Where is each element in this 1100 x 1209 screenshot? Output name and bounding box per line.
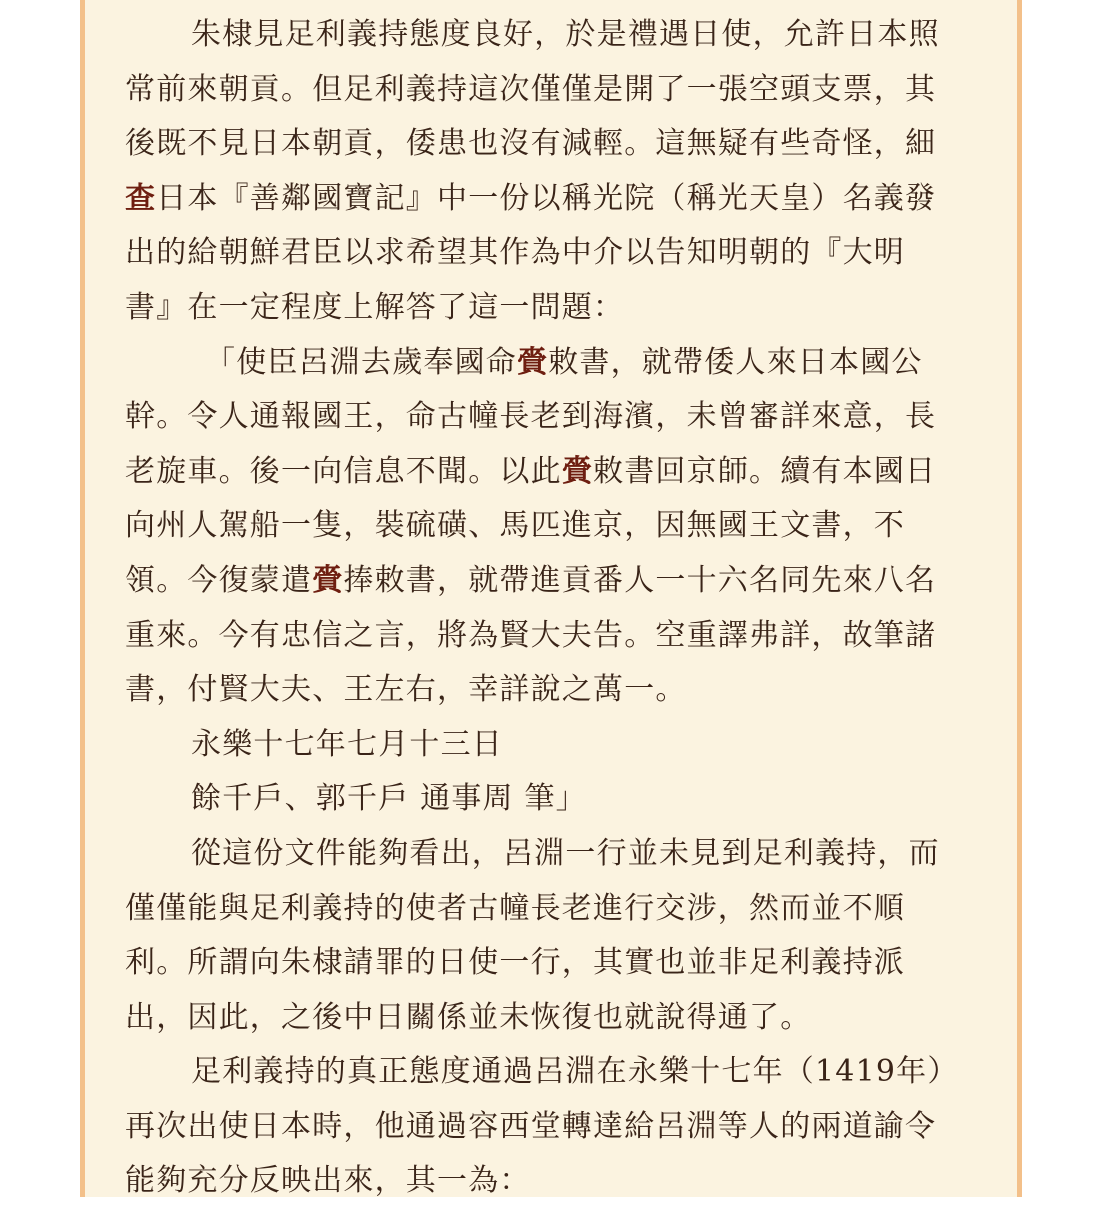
paragraph-line [125,882,995,937]
paragraph-line [125,117,995,172]
text-segment: 永樂十七年七月十三日 [191,726,503,762]
emphasized-character: 賫 [517,344,549,380]
text-segment: 僅僅能與足利義持的使者古幢長老進行交涉，然而並不順 [125,890,905,926]
paragraph-line [125,226,995,281]
paragraph-line [125,172,995,227]
quote-signature-line [125,772,995,827]
emphasized-character: 賫 [561,453,594,489]
paragraph-line [125,991,995,1046]
quote-line [125,609,995,664]
text-segment: 書，付賢大夫、王左右，幸詳說之萬一。 [125,672,687,708]
text-segment: 捧敕書，就帶進貢番人一十六名同先來八名 [343,562,937,598]
quote-line [125,663,995,718]
emphasized-character: 賫 [312,562,344,598]
emphasized-character: 查 [125,180,157,216]
text-segment: 向州人駕船一隻，裝硫磺、馬匹進京，因無國王文書，不 [125,508,905,544]
document-page [80,0,1022,1197]
text-segment: 書』在一定程度上解答了這一問題： [125,289,625,325]
text-segment: 日本『善鄰國寶記』中一份以稱光院（稱光天皇）名義發 [156,180,937,216]
text-segment: 利。所謂向朱棣請罪的日使一行，其實也並非足利義持派 [125,945,905,981]
text-segment: 重來。今有忠信之言，將為賢大夫告。空重譯弗詳，故筆諸 [125,617,937,653]
text-segment: 出的給朝鮮君臣以求希望其作為中介以告知明朝的『大明 [125,235,905,271]
text-segment: 幹。令人通報國王，命古幢長老到海濱，未曾審詳來意，長 [125,399,937,435]
text-segment: 足利義持的真正態度通過呂淵在永樂十七年（1419年） [191,1054,959,1090]
text-segment: 常前來朝貢。但足利義持這次僅僅是開了一張空頭支票，其 [125,71,937,107]
paragraph-line [125,281,995,336]
text-segment: 「使臣呂淵去歲奉國命 [205,344,517,380]
paragraph-line [125,1100,995,1155]
paragraph-line [125,1154,995,1209]
paragraph-line [125,8,995,63]
text-segment: 領。今復蒙遣 [125,562,313,598]
text-segment: 出，因此，之後中日關係並未恢復也就說得通了。 [125,999,812,1035]
text-segment: 後既不見日本朝貢，倭患也沒有減輕。這無疑有些奇怪，細 [125,126,937,162]
quote-date-line [125,718,995,773]
text-segment: 能夠充分反映出來，其一為： [125,1163,531,1199]
quote-line [125,554,995,609]
text-segment: 從這份文件能夠看出，呂淵一行並未見到足利義持，而 [191,835,940,871]
quote-line [125,390,995,445]
paragraph-line [125,63,995,118]
quote-line [125,445,995,500]
paragraph-line [125,936,995,991]
quote-line [125,336,995,391]
text-segment: 朱棣見足利義持態度良好，於是禮遇日使，允許日本照 [191,17,940,52]
text-segment: 餘千戶、郭千戶 通事周 筆」 [191,781,587,817]
text-segment: 再次出使日本時，他通過容西堂轉達給呂淵等人的兩道諭令 [125,1108,937,1144]
paragraph-line [125,827,995,882]
text-segment: 敕書，就帶倭人來日本國公 [548,344,923,380]
paragraph-line [125,1045,995,1100]
text-segment: 敕書回京師。續有本國日 [593,453,937,489]
quote-line [125,499,995,554]
text-segment: 老旋車。後一向信息不聞。以此 [125,453,562,489]
document-body [125,8,995,1209]
